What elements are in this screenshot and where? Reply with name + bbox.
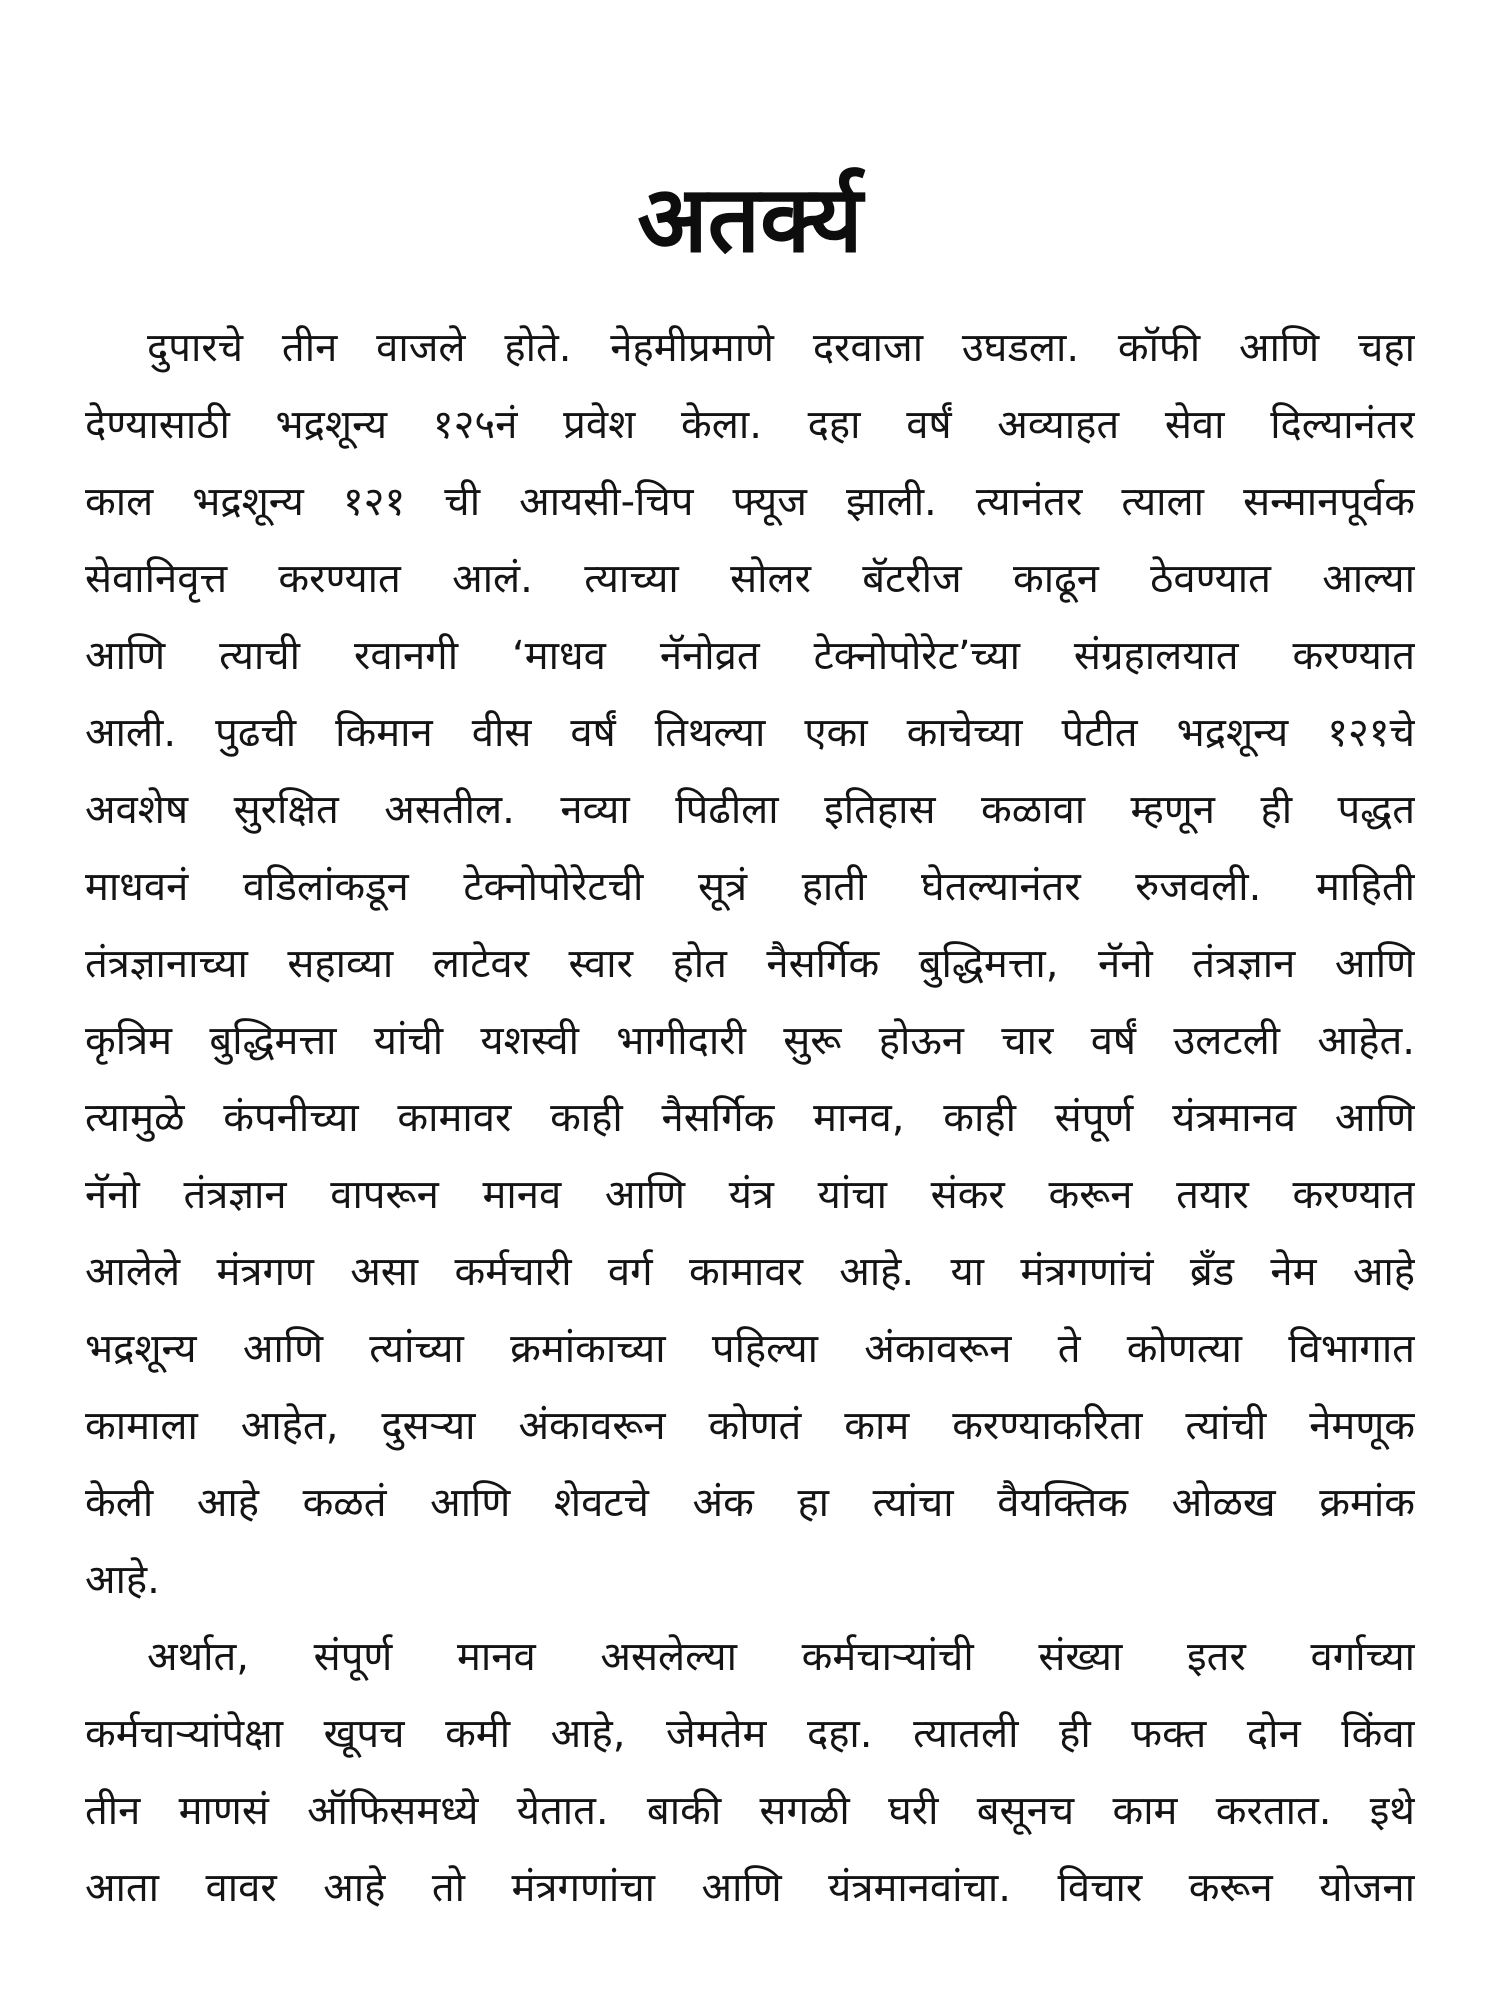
body-text [85,310,1415,1927]
text-line: माधवनं वडिलांकडून टेक्नोपोरेटची सूत्रं हाती घेतल्यानंतर रुजवली. माहिती [85,864,1415,910]
paragraph-1 [85,310,1415,1619]
text-line: तंत्रज्ञानाच्या सहाव्या लाटेवर स्वार होत नैसर्गिक बुद्धिमत्ता, नॅनो तंत्रज्ञान आणि [85,941,1415,987]
text-line: केली आहे कळतं आणि शेवटचे अंक हा त्यांचा वैयक्तिक ओळख क्रमांक [85,1480,1415,1526]
text-line: त्यामुळे कंपनीच्या कामावर काही नैसर्गिक मानव, काही संपूर्ण यंत्रमानव आणि [85,1095,1415,1141]
text-line: आता वावर आहे तो मंत्रगणांचा आणि यंत्रमानवांचा. विचार करून योजना [85,1865,1415,1911]
text-line: आली. पुढची किमान वीस वर्षं तिथल्या एका काचेच्या पेटीत भद्रशून्य १२१चे [85,710,1415,756]
text-line: देण्यासाठी भद्रशून्य १२५नं प्रवेश केला. दहा वर्षं अव्याहत सेवा दिल्यानंतर [85,402,1415,448]
text-line: अर्थात, संपूर्ण मानव असलेल्या कर्मचाऱ्यांची संख्या इतर वर्गाच्या [147,1634,1415,1680]
text-line: कर्मचाऱ्यांपेक्षा खूपच कमी आहे, जेमतेम दहा. त्यातली ही फक्त दोन किंवा [85,1711,1415,1757]
text-line: काल भद्रशून्य १२१ ची आयसी-चिप फ्यूज झाली. त्यानंतर त्याला सन्मानपूर्वक [85,479,1415,525]
text-line: अवशेष सुरक्षित असतील. नव्या पिढीला इतिहास कळावा म्हणून ही पद्धत [85,787,1415,833]
text-line: आलेले मंत्रगण असा कर्मचारी वर्ग कामावर आहे. या मंत्रगणांचं ब्रँड नेम आहे [85,1249,1415,1295]
text-line: भद्रशून्य आणि त्यांच्या क्रमांकाच्या पहिल्या अंकावरून ते कोणत्या विभागात [85,1326,1415,1372]
text-line: आहे. [85,1557,160,1603]
text-line: दुपारचे तीन वाजले होते. नेहमीप्रमाणे दरवाजा उघडला. कॉफी आणि चहा [147,325,1415,371]
paragraph-2 [85,1619,1415,1927]
text-line: कामाला आहेत, दुसऱ्या अंकावरून कोणतं काम करण्याकरिता त्यांची नेमणूक [85,1403,1415,1449]
text-line: सेवानिवृत्त करण्यात आलं. त्याच्या सोलर बॅटरीज काढून ठेवण्यात आल्या [85,556,1415,602]
chapter-title: अतर्क्य [637,166,863,273]
text-line: कृत्रिम बुद्धिमत्ता यांची यशस्वी भागीदारी सुरू होऊन चार वर्षं उलटली आहेत. [85,1018,1415,1064]
text-line: आणि त्याची रवानगी ‘माधव नॅनोव्रत टेक्नोपोरेट’च्या संग्रहालयात करण्यात [85,633,1415,679]
text-line: नॅनो तंत्रज्ञान वापरून मानव आणि यंत्र यांचा संकर करून तयार करण्यात [85,1172,1415,1218]
text-line: तीन माणसं ऑफिसमध्ये येतात. बाकी सगळी घरी बसूनच काम करतात. इथे [85,1788,1415,1834]
